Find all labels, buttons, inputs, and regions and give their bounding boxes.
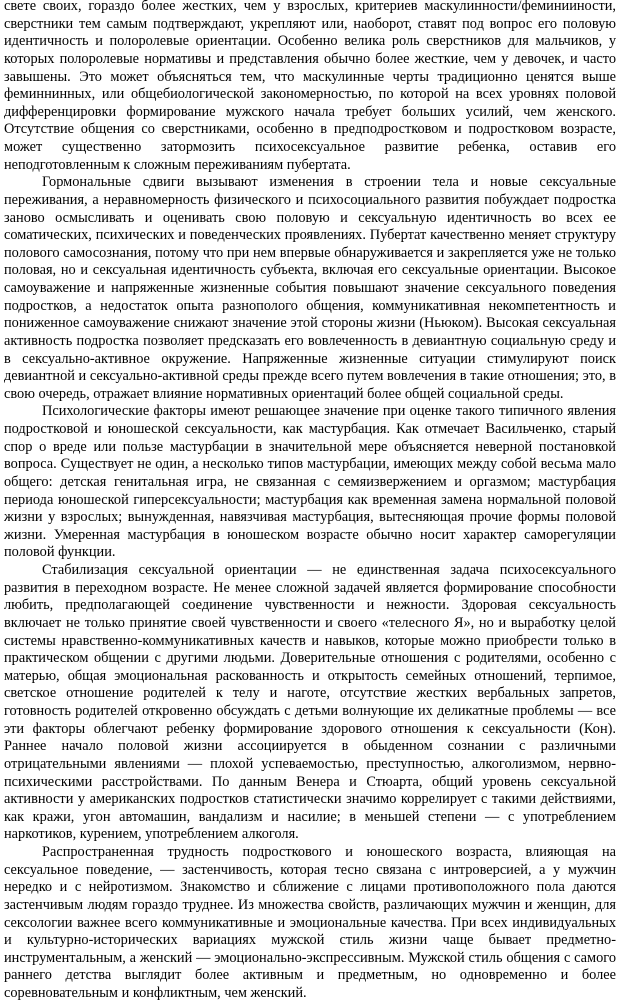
paragraph-1: свете своих, гораздо более жестких, чем у взрослых, критериев маскулинности/феминииности, сверстники тем самым подтверждают, укрепляют или, наоборот, ставят под вопрос его половую идентичность и полоролевые ориентации. Особенно велика роль сверстников для мальчиков, у которых полоролевые нормативы и представления обычно более жесткие, чем у девочек, и часто завышены. Это может объясняться тем, что маскулинные черты традиционно ценятся выше феминнинных, или общебиологической закономерностью, по которой на всех уровнях половой дифференцировки формирование мужского начала требует больших усилий, чем женского. Отсутствие общения со сверстниками, особенно в предподростковом и подростковом возрасте, может существенно затормозить психосексуальное развитие ребенка, оставив его неподготовленным к сложным переживаниям пубертата. xyxy=(4,0,616,173)
paragraph-3: Психологические факторы имеют решающее значение при оценке такого типичного явления подростковой и юношеской сексуальности, как мастурбация. Как отмечает Васильченко, старый спор о вреде или пользе мастурбации в значительной мере объясняется неверной постановкой вопроса. Существует не один, а несколько типов мастурбации, имеющих между собой весьма мало общего: детская генитальная игра, не связанная с семяизвержением и оргазмом; мастурбация периода юношеской гиперсексуальности; мастурбация как временная замена нормальной половой жизни у взрослых; вынужденная, навязчивая мастурбация, вытесняющая прочие формы половой жизни. Умеренная мастурбация в юношеском возрасте обычно носит характер саморегуляции половой функции. xyxy=(4,403,616,561)
document-page xyxy=(4,0,616,1003)
paragraph-4: Стабилизация сексуальной ориентации — не единственная задача психосексуального развития в переходном возрасте. Не менее сложной задачей является формирование способности любить, предполагающей соединение чувственности и нежности. Здоровая сексуальность включает не только принятие своей чувственности и своего «телесного Я», но и выработку целой системы нравственно-коммуникативных качеств и навыков, которые можно приобрести только в практическом общении с другими людьми. Доверительные отношения с родителями, особенно с матерью, общая эмоциональная раскованность и открытость семейных отношений, терпимое, светское отношение родителей к телу и наготе, отсутствие жестких вербальных запретов, готовность родителей откровенно обсуждать с детьми волнующие их деликатные проблемы — все эти факторы облегчают ребенку формирование здорового отношения к сексуальности (Кон). Раннее начало половой жизни ассоциируется в обыденном сознании с различными отрицательными явлениями — плохой успеваемостью, преступностью, алкоголизмом, нервно-психическими расстройствами. По данным Венера и Стюарта, общий уровень сексуальной активности у американских подростков статистически значимо коррелирует с такими действиями, как кражи, угон автомашин, вандализм и насилие; в меньшей степени — с употреблением наркотиков, курением, употреблением алкоголя. xyxy=(4,562,616,843)
paragraph-5: Распространенная трудность подросткового и юношеского возраста, влияющая на сексуальное поведение, — застенчивость, которая тесно связана с интроверсией, а у мужчин нередко и с нейротизмом. Знакомство и сближение с лицами противоположного пола даются застенчивым людям гораздо труднее. Из множества свойств, различающих мужчин и женщин, для сексологии важнее всего коммуникативные и эмоциональные качества. При всех индивидуальных и культурно-исторических вариациях мужской стиль жизни чаще бывает предметно-инструментальным, а женский — эмоционально-экспрессивным. Мужской стиль общения с самого раннего детства выглядит более активным и предметным, но одновременно и более соревновательным и конфликтным, чем женский. xyxy=(4,844,616,1001)
paragraph-2: Гормональные сдвиги вызывают изменения в строении тела и новые сексуальные переживания, а неравномерность физического и психосоциального развития побуждает подростка заново осмысливать и оценивать свою половую и сексуальную идентичность во всех ее соматических, психических и поведенческих проявлениях. Пубертат качественно меняет структуру полового самосознания, потому что при нем впервые обнаруживается и закрепляется уже не только половая, но и сексуальная идентичность субъекта, включая его сексуальные ориентации. Высокое самоуважение и напряженные жизненные события повышают значение сексуального поведения подростков, а недостаток опыта разнополого общения, коммуникативная некомпетентность и пониженное самоуважение снижают значение этой стороны жизни (Ньюком). Высокая сексуальная активность подростка позволяет предсказать его вовлеченность в девиантную социальную среду и в сексуально-активное окружение. Напряженные жизненные ситуации стимулируют поиск девиантной и сексуально-активной среды прежде всего путем вовлечения в такие отношения; это, в свою очередь, отражает влияние нормативных ориентаций более общей социальной среды. xyxy=(4,174,616,402)
